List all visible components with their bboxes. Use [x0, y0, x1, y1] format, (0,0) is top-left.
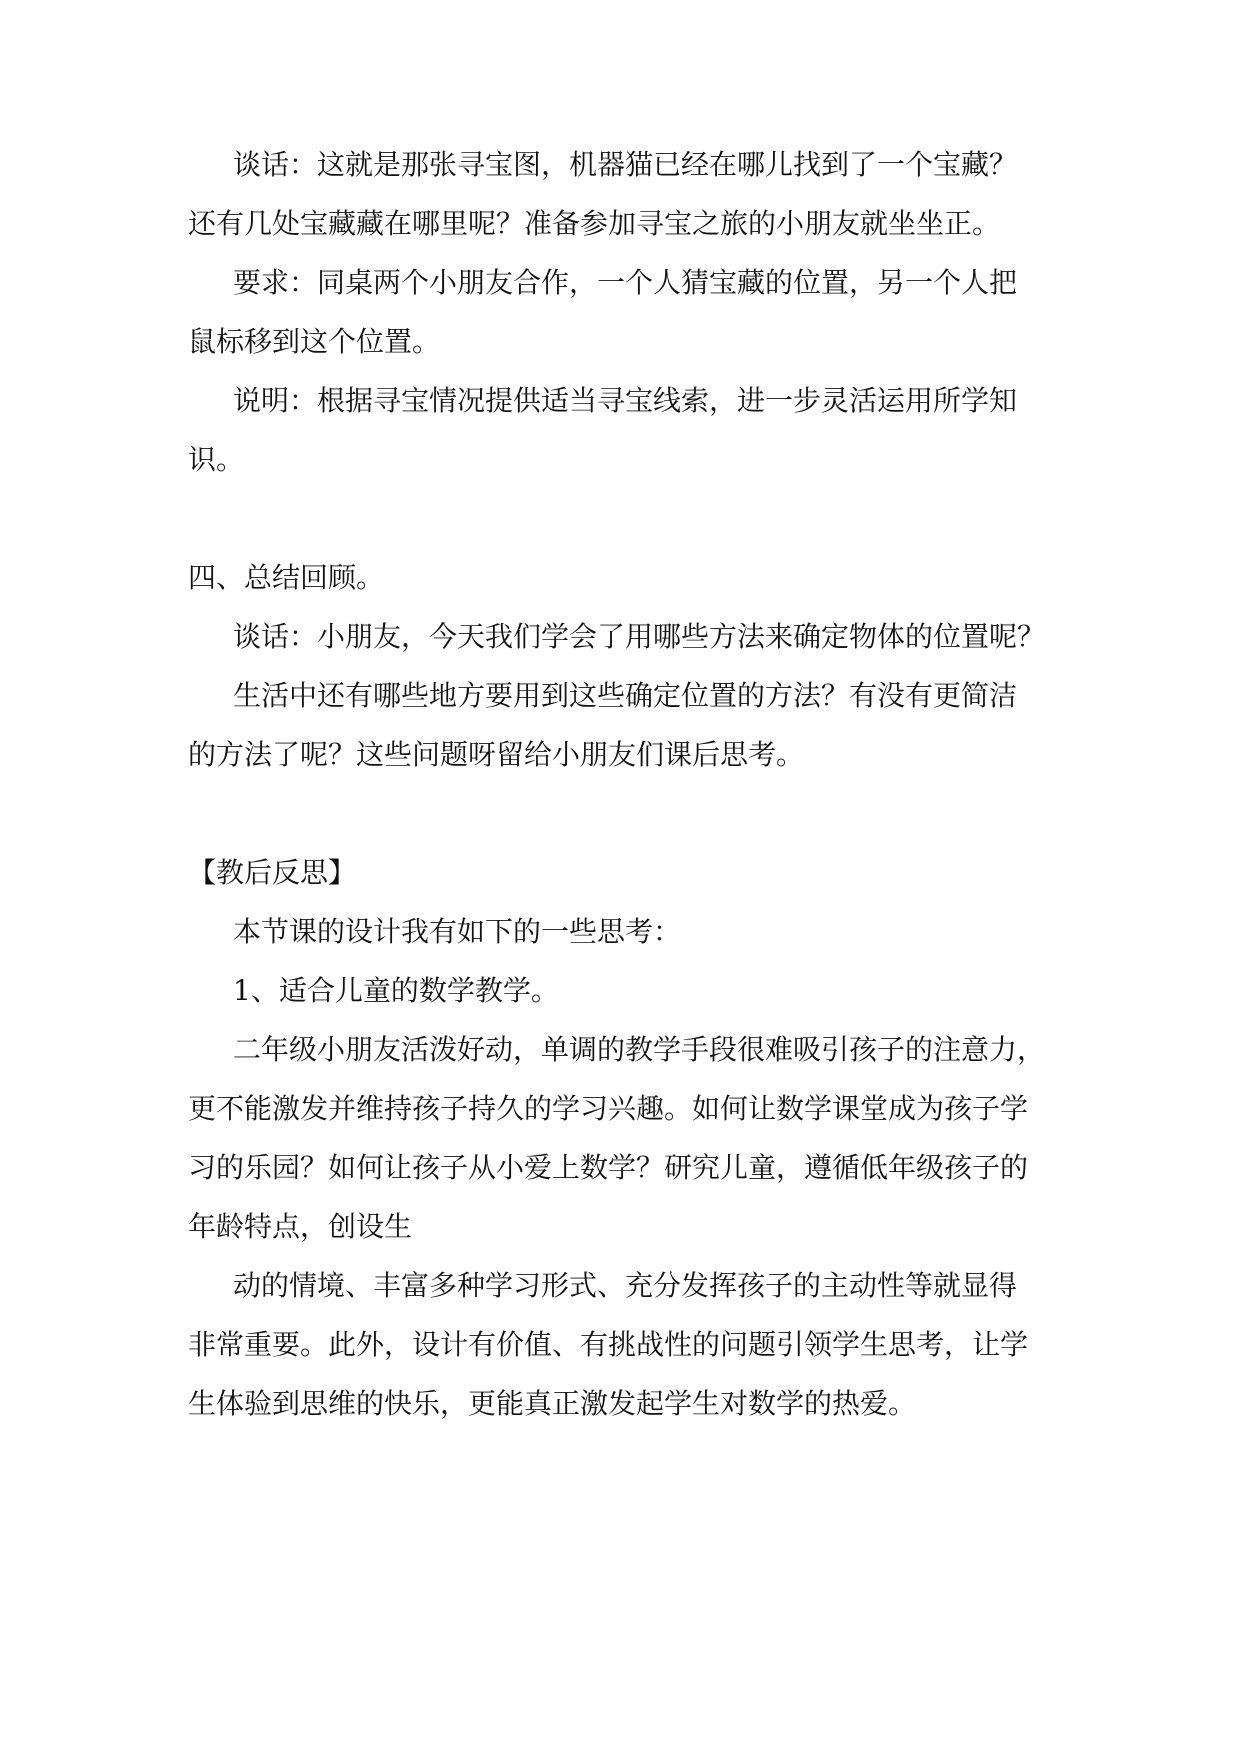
paragraph-line: 要求：同桌两个小朋友合作，一个人猜宝藏的位置，另一个人把 [233, 266, 1018, 299]
paragraph-line: 的方法了呢？这些问题呀留给小朋友们课后思考。 [188, 738, 805, 771]
paragraph-line: 生活中还有哪些地方要用到这些确定位置的方法？有没有更简洁 [233, 679, 1018, 712]
paragraph-line: 动的情境、丰富多种学习形式、充分发挥孩子的主动性等就显得 [233, 1269, 1018, 1302]
paragraph-line: 1、适合儿童的数学教学。 [233, 974, 559, 1007]
paragraph-line: 谈话：这就是那张寻宝图，机器猫已经在哪儿找到了一个宝藏？ [233, 148, 1018, 181]
paragraph-line: 鼠标移到这个位置。 [188, 325, 441, 358]
paragraph-line: 习的乐园？如何让孩子从小爱上数学？研究儿童，遵循低年级孩子的 [188, 1151, 1029, 1184]
paragraph-line: 谈话：小朋友，今天我们学会了用哪些方法来确定物体的位置呢？ [233, 620, 1046, 653]
paragraph-line: 更不能激发并维持孩子持久的学习兴趣。如何让数学课堂成为孩子学 [188, 1092, 1029, 1125]
section-heading: 四、总结回顾。 [188, 561, 385, 594]
paragraph-line: 二年级小朋友活泼好动，单调的教学手段很难吸引孩子的注意力， [233, 1033, 1046, 1066]
section-heading: 【教后反思】 [188, 856, 357, 889]
paragraph-line: 还有几处宝藏藏在哪里呢？准备参加寻宝之旅的小朋友就坐坐正。 [188, 207, 1001, 240]
paragraph-line: 说明：根据寻宝情况提供适当寻宝线索，进一步灵活运用所学知 [233, 384, 1018, 417]
paragraph-line: 本节课的设计我有如下的一些思考： [233, 915, 682, 948]
paragraph-line: 非常重要。此外，设计有价值、有挑战性的问题引领学生思考，让学 [188, 1328, 1029, 1361]
paragraph-line: 识。 [188, 443, 245, 476]
paragraph-line: 年龄特点，创设生 [188, 1210, 413, 1243]
paragraph-line: 生体验到思维的快乐，更能真正激发起学生对数学的热爱。 [188, 1387, 917, 1420]
